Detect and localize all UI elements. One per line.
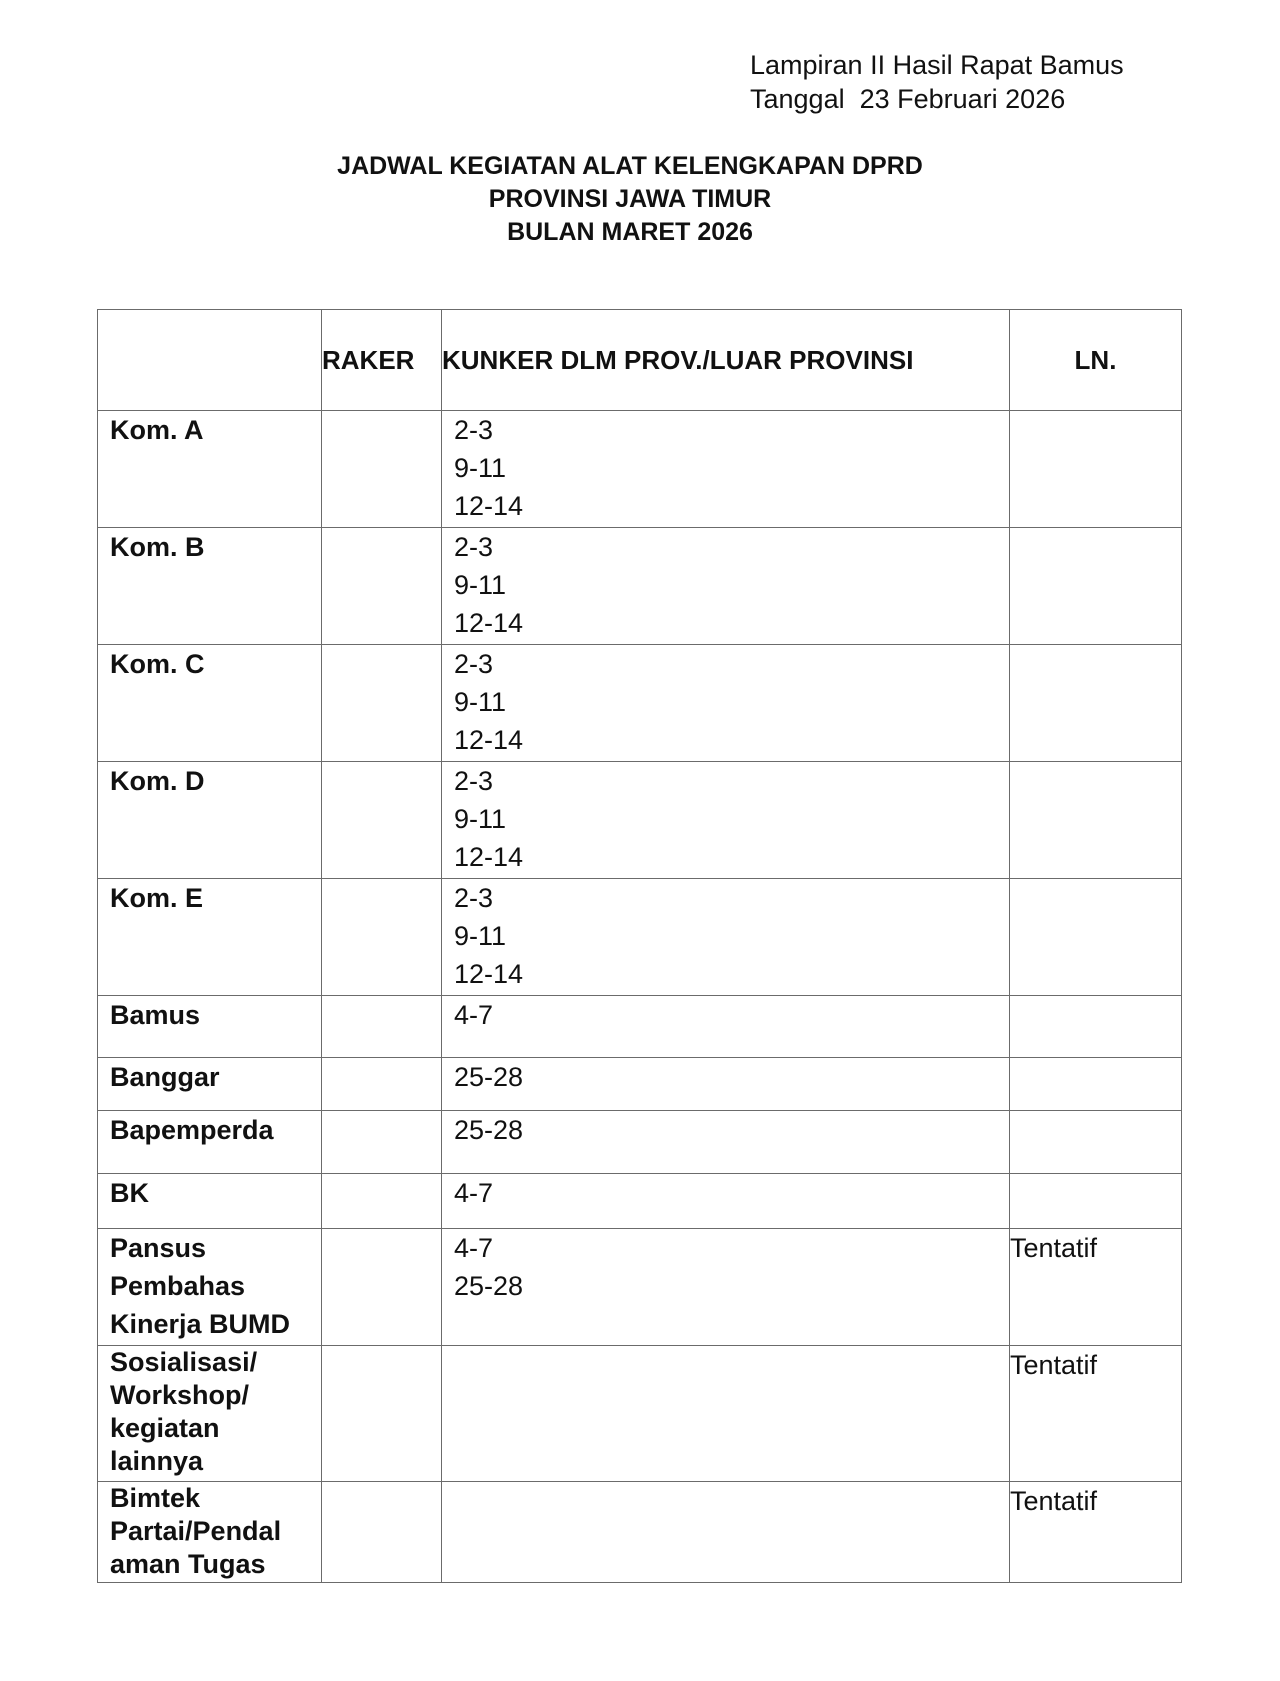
kunker-cell <box>442 1174 1010 1229</box>
kunker-date: 12-14 <box>454 725 524 755</box>
body-name-line: Bapemperda <box>110 1115 274 1145</box>
raker-cell <box>322 1058 442 1111</box>
kunker-date: 12-14 <box>454 491 524 521</box>
raker-cell <box>322 762 442 879</box>
title-line-3: BULAN MARET 2026 <box>507 218 753 246</box>
kunker-cell <box>442 1058 1010 1111</box>
title-line-2: PROVINSI JAWA TIMUR <box>488 185 772 213</box>
kunker-date: 2-3 <box>454 649 494 679</box>
raker-cell <box>322 1482 442 1583</box>
ln-cell <box>1010 1058 1182 1111</box>
table-row <box>98 879 1182 996</box>
raker-cell <box>322 879 442 996</box>
kunker-date: 4-7 <box>454 1233 494 1263</box>
kunker-date: 25-28 <box>454 1271 524 1301</box>
body-name-line: Pembahas <box>110 1271 246 1301</box>
attachment-line-1: Lampiran II Hasil Rapat Bamus <box>750 50 1124 80</box>
kunker-date: 12-14 <box>454 959 524 989</box>
body-name-cell <box>98 996 322 1058</box>
table-body <box>98 411 1182 1583</box>
kunker-cell <box>442 645 1010 762</box>
ln-cell <box>1010 1111 1182 1174</box>
kunker-cell <box>442 411 1010 528</box>
table-row <box>98 645 1182 762</box>
table-row <box>98 996 1182 1058</box>
raker-cell <box>322 996 442 1058</box>
table-header-row <box>98 310 1182 411</box>
raker-cell <box>322 645 442 762</box>
table-row <box>98 1111 1182 1174</box>
ln-cell <box>1010 879 1182 996</box>
body-name-line: Kom. D <box>110 766 205 796</box>
kunker-cell <box>442 762 1010 879</box>
table-row <box>98 1229 1182 1346</box>
kunker-cell <box>442 1346 1010 1482</box>
kunker-date: 12-14 <box>454 842 524 872</box>
body-name-cell <box>98 1058 322 1111</box>
raker-cell <box>322 1229 442 1346</box>
header-blank <box>98 310 322 411</box>
body-name-cell <box>98 762 322 879</box>
kunker-date: 25-28 <box>454 1115 524 1145</box>
ln-cell <box>1010 528 1182 645</box>
body-name-cell <box>98 528 322 645</box>
kunker-date: 9-11 <box>454 453 507 483</box>
attachment-line-2: Tanggal 23 Februari 2026 <box>750 84 1066 114</box>
body-name-cell <box>98 411 322 528</box>
table-row <box>98 528 1182 645</box>
table-row <box>98 762 1182 879</box>
raker-cell <box>322 1346 442 1482</box>
ln-cell: Tentatif <box>1010 1482 1182 1583</box>
body-name-line: kegiatan <box>110 1413 220 1443</box>
raker-cell <box>322 528 442 645</box>
body-name-cell <box>98 1111 322 1174</box>
kunker-date: 2-3 <box>454 415 494 445</box>
body-name-cell <box>98 879 322 996</box>
ln-cell <box>1010 762 1182 879</box>
body-name-line: Kom. B <box>110 532 205 562</box>
ln-cell <box>1010 411 1182 528</box>
kunker-date: 4-7 <box>454 1178 494 1208</box>
body-name-line: Kinerja BUMD <box>110 1309 291 1339</box>
attachment-note <box>750 48 1124 116</box>
title-line-1: JADWAL KEGIATAN ALAT KELENGKAPAN DPRD <box>337 152 923 180</box>
body-name-line: Pansus <box>110 1233 207 1263</box>
body-name-cell <box>98 1174 322 1229</box>
kunker-date: 2-3 <box>454 532 494 562</box>
table-row <box>98 1174 1182 1229</box>
header-ln: LN. <box>1010 310 1182 411</box>
body-name-line: Partai/Pendal <box>110 1516 282 1546</box>
kunker-date: 9-11 <box>454 921 507 951</box>
raker-cell <box>322 1174 442 1229</box>
raker-cell <box>322 1111 442 1174</box>
body-name-line: Kom. A <box>110 415 204 445</box>
kunker-date: 9-11 <box>454 687 507 717</box>
body-name-line: Banggar <box>110 1062 220 1092</box>
ln-cell <box>1010 996 1182 1058</box>
table-row <box>98 1482 1182 1583</box>
header-kunker: KUNKER DLM PROV./LUAR PROVINSI <box>442 310 1010 411</box>
kunker-cell <box>442 1482 1010 1583</box>
body-name-line: BK <box>110 1178 149 1208</box>
body-name-line: Bimtek <box>110 1483 201 1513</box>
schedule-table <box>97 309 1182 1583</box>
body-name-line: Workshop/ <box>110 1380 250 1410</box>
document-title <box>0 150 1260 249</box>
table-row <box>98 1346 1182 1482</box>
ln-cell <box>1010 645 1182 762</box>
kunker-date: 25-28 <box>454 1062 524 1092</box>
body-name-line: Kom. E <box>110 883 204 913</box>
body-name-cell <box>98 1346 322 1482</box>
ln-cell: Tentatif <box>1010 1346 1182 1482</box>
body-name-cell <box>98 1482 322 1583</box>
body-name-line: Kom. C <box>110 649 205 679</box>
kunker-cell <box>442 996 1010 1058</box>
header-raker: RAKER <box>322 310 442 411</box>
table-row <box>98 1058 1182 1111</box>
body-name-cell <box>98 645 322 762</box>
body-name-line: lainnya <box>110 1446 204 1476</box>
body-name-line: Bamus <box>110 1000 201 1030</box>
ln-cell: Tentatif <box>1010 1229 1182 1346</box>
kunker-date: 9-11 <box>454 804 507 834</box>
raker-cell <box>322 411 442 528</box>
ln-cell <box>1010 1174 1182 1229</box>
kunker-date: 2-3 <box>454 766 494 796</box>
kunker-cell <box>442 528 1010 645</box>
table-row <box>98 411 1182 528</box>
kunker-cell <box>442 879 1010 996</box>
kunker-date: 9-11 <box>454 570 507 600</box>
kunker-cell <box>442 1111 1010 1174</box>
body-name-cell <box>98 1229 322 1346</box>
kunker-date: 12-14 <box>454 608 524 638</box>
kunker-date: 2-3 <box>454 883 494 913</box>
kunker-cell <box>442 1229 1010 1346</box>
body-name-line: Sosialisasi/ <box>110 1347 258 1377</box>
body-name-line: aman Tugas <box>110 1549 266 1579</box>
kunker-date: 4-7 <box>454 1000 494 1030</box>
